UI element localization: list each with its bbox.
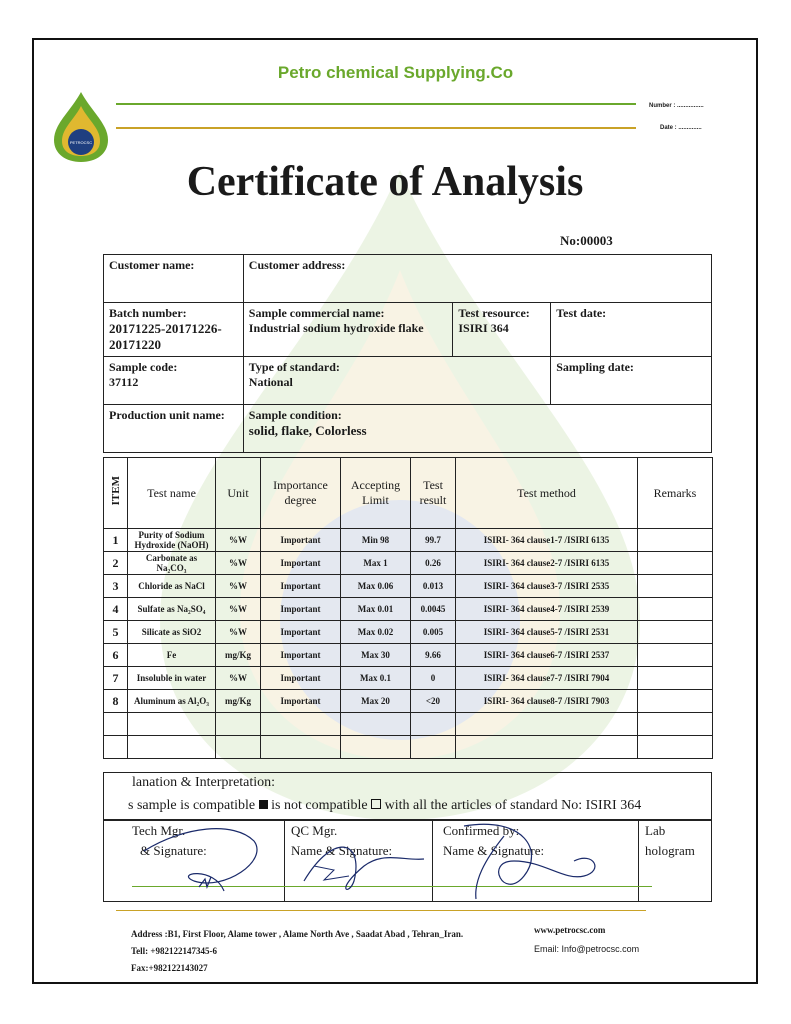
cell-unit: mg/Kg (216, 690, 261, 713)
document-number: No:00003 (560, 233, 613, 248)
cell-test-method: ISIRI- 364 clause1-7 /ISIRI 6135 (456, 529, 638, 552)
footer-website[interactable]: www.petrocsc.com (534, 925, 606, 935)
sample-info-table (103, 254, 712, 453)
footer-address: Address :B1, First Floor, Alame tower , Alame North Ave , Saadat Abad , Tehran_Iran. (131, 929, 464, 939)
cell-remarks (638, 690, 713, 713)
cell-accepting-limit: Max 1 (341, 552, 411, 575)
standard-text: with all the articles of standard No: ISIRI 364 (384, 798, 642, 813)
sample-condition-cell: Sample condition: solid, flake, Colorless (243, 405, 711, 453)
company-logo-icon (48, 88, 114, 166)
cell-unit: %W (216, 529, 261, 552)
cell-test-result: 0.26 (411, 552, 456, 575)
sample-name-cell: Sample commercial name: Industrial sodium hydroxide flake (243, 303, 453, 357)
table-row (104, 598, 713, 621)
tech-signature-label: & Signature: (140, 843, 207, 858)
cell-test-name: Chloride as NaCl (128, 575, 216, 598)
cell-test-method: ISIRI- 364 clause2-7 /ISIRI 6135 (456, 552, 638, 575)
interpretation-heading: lanation & Interpretation: (132, 775, 276, 790)
test-date-cell: Test date: (551, 303, 712, 357)
compatible-text: s sample is compatible (128, 798, 256, 813)
cell-accepting-limit: Max 20 (341, 690, 411, 713)
cell-empty (638, 736, 713, 759)
header-remarks: Remarks (638, 458, 713, 529)
cell-remarks (638, 598, 713, 621)
cell-empty (104, 736, 128, 759)
production-unit-cell: Production unit name: (104, 405, 244, 453)
cell-accepting-limit: Min 98 (341, 529, 411, 552)
header-test-method: Test method (456, 458, 638, 529)
cell-unit: mg/Kg (216, 644, 261, 667)
cell-remarks (638, 667, 713, 690)
cell-test-result: <20 (411, 690, 456, 713)
table-row-empty (104, 713, 713, 736)
cell-test-method: ISIRI- 364 clause7-7 /ISIRI 7904 (456, 667, 638, 690)
cell-empty (216, 713, 261, 736)
not-compatible-checkbox[interactable] (371, 799, 381, 809)
cell-empty (411, 713, 456, 736)
header-line-gold (116, 127, 636, 129)
header-item: ITEM (104, 458, 128, 529)
cell-empty (411, 736, 456, 759)
cell-empty (261, 713, 341, 736)
cell-empty (104, 713, 128, 736)
footer-tel: Tell: +982122147345-6 (131, 946, 218, 956)
number-field: Number : ................ (649, 103, 704, 109)
compatibility-statement (128, 798, 641, 814)
hologram-label: hologram (645, 843, 695, 858)
tech-mgr-label: Tech Mgr. (132, 823, 186, 838)
cell-importance: Important (261, 529, 341, 552)
cell-test-method: ISIRI- 364 clause6-7 /ISIRI 2537 (456, 644, 638, 667)
cell-remarks (638, 621, 713, 644)
table-row (104, 529, 713, 552)
cell-test-name: Sulfate as Na₂SO₄ (128, 598, 216, 621)
header-test-name: Test name (128, 458, 216, 529)
cell-empty (456, 713, 638, 736)
cell-importance: Important (261, 552, 341, 575)
cell-importance: Important (261, 598, 341, 621)
table-row (104, 575, 713, 598)
header-importance: Importance degree (261, 458, 341, 529)
cell-test-result: 99.7 (411, 529, 456, 552)
table-row (104, 621, 713, 644)
footer-email[interactable]: Email: Info@petrocsc.com (534, 944, 640, 954)
cell-unit: %W (216, 598, 261, 621)
cell-importance: Important (261, 644, 341, 667)
batch-number-cell: Batch number: 20171225-20171226-20171220 (104, 303, 244, 357)
cell-item: 5 (104, 621, 128, 644)
cell-accepting-limit: Max 0.01 (341, 598, 411, 621)
cell-unit: %W (216, 667, 261, 690)
table-row-empty (104, 736, 713, 759)
sampling-date-cell: Sampling date: (551, 357, 712, 405)
cell-empty (341, 713, 411, 736)
lab-label: Lab (645, 823, 666, 838)
customer-name-cell: Customer name: (104, 255, 244, 303)
cell-remarks (638, 644, 713, 667)
cell-test-result: 9.66 (411, 644, 456, 667)
compatible-checkbox-checked[interactable] (259, 800, 268, 809)
cell-importance: Important (261, 621, 341, 644)
cell-empty (128, 736, 216, 759)
not-compatible-text: is not compatible (271, 798, 368, 813)
cell-test-name: Silicate as SiO2 (128, 621, 216, 644)
standard-type-cell: Type of standard: National (243, 357, 550, 405)
qc-signature-label: Name & Signature: (291, 843, 393, 858)
footer-line (116, 910, 646, 911)
cell-empty (456, 736, 638, 759)
cell-test-result: 0.005 (411, 621, 456, 644)
cell-item: 7 (104, 667, 128, 690)
table-row (104, 644, 713, 667)
logo-text: PETROCSC (69, 140, 93, 145)
cell-empty (216, 736, 261, 759)
cell-empty (341, 736, 411, 759)
cell-remarks (638, 529, 713, 552)
cell-test-name: Insoluble in water (128, 667, 216, 690)
cell-unit: %W (216, 621, 261, 644)
cell-accepting-limit: Max 0.06 (341, 575, 411, 598)
cell-test-name: Purity of Sodium Hydroxide (NaOH) (128, 529, 216, 552)
cell-test-result: 0.0045 (411, 598, 456, 621)
cell-item: 6 (104, 644, 128, 667)
cell-accepting-limit: Max 0.1 (341, 667, 411, 690)
header-test-result: Test result (411, 458, 456, 529)
cell-importance: Important (261, 690, 341, 713)
qc-mgr-label: QC Mgr. (291, 823, 338, 838)
cell-empty (638, 713, 713, 736)
confirmed-signature-label: Name & Signature: (443, 843, 545, 858)
interpretation-box (103, 772, 712, 820)
cell-item: 1 (104, 529, 128, 552)
table-row (104, 552, 713, 575)
cell-test-method: ISIRI- 364 clause5-7 /ISIRI 2531 (456, 621, 638, 644)
cell-item: 8 (104, 690, 128, 713)
cell-test-method: ISIRI- 364 clause4-7 /ISIRI 2539 (456, 598, 638, 621)
test-results-table (103, 457, 713, 759)
cell-item: 3 (104, 575, 128, 598)
signature-box (103, 820, 712, 902)
handwritten-signatures (104, 821, 713, 903)
cell-empty (261, 736, 341, 759)
cell-remarks (638, 575, 713, 598)
table-row (104, 690, 713, 713)
cell-item: 4 (104, 598, 128, 621)
table-row (104, 667, 713, 690)
header-unit: Unit (216, 458, 261, 529)
header-line-green (116, 103, 636, 105)
cell-test-method: ISIRI- 364 clause8-7 /ISIRI 7903 (456, 690, 638, 713)
cell-accepting-limit: Max 0.02 (341, 621, 411, 644)
header-accepting-limit: Accepting Limit (341, 458, 411, 529)
test-resource-cell: Test resource: ISIRI 364 (453, 303, 551, 357)
cell-test-method: ISIRI- 364 clause3-7 /ISIRI 2535 (456, 575, 638, 598)
cell-accepting-limit: Max 30 (341, 644, 411, 667)
customer-address-cell: Customer address: (243, 255, 711, 303)
cell-importance: Important (261, 667, 341, 690)
cell-unit: %W (216, 575, 261, 598)
cell-test-name: Carbonate as Na₂CO₃ (128, 552, 216, 575)
date-field: Date : .............. (660, 125, 702, 131)
cell-test-result: 0.013 (411, 575, 456, 598)
cell-importance: Important (261, 575, 341, 598)
cell-empty (128, 713, 216, 736)
confirmed-by-label: Confirmed by: (443, 823, 520, 838)
cell-test-result: 0 (411, 667, 456, 690)
cell-remarks (638, 552, 713, 575)
page-title: Certificate of Analysis (186, 159, 584, 205)
cell-unit: %W (216, 552, 261, 575)
cell-item: 2 (104, 552, 128, 575)
sample-code-cell: Sample code: 37112 (104, 357, 244, 405)
footer-fax: Fax:+982122143027 (131, 963, 208, 973)
cell-test-name: Fe (128, 644, 216, 667)
company-name: Petro chemical Supplying.Co (277, 63, 514, 82)
cell-test-name: Aluminum as Al₂O₃ (128, 690, 216, 713)
